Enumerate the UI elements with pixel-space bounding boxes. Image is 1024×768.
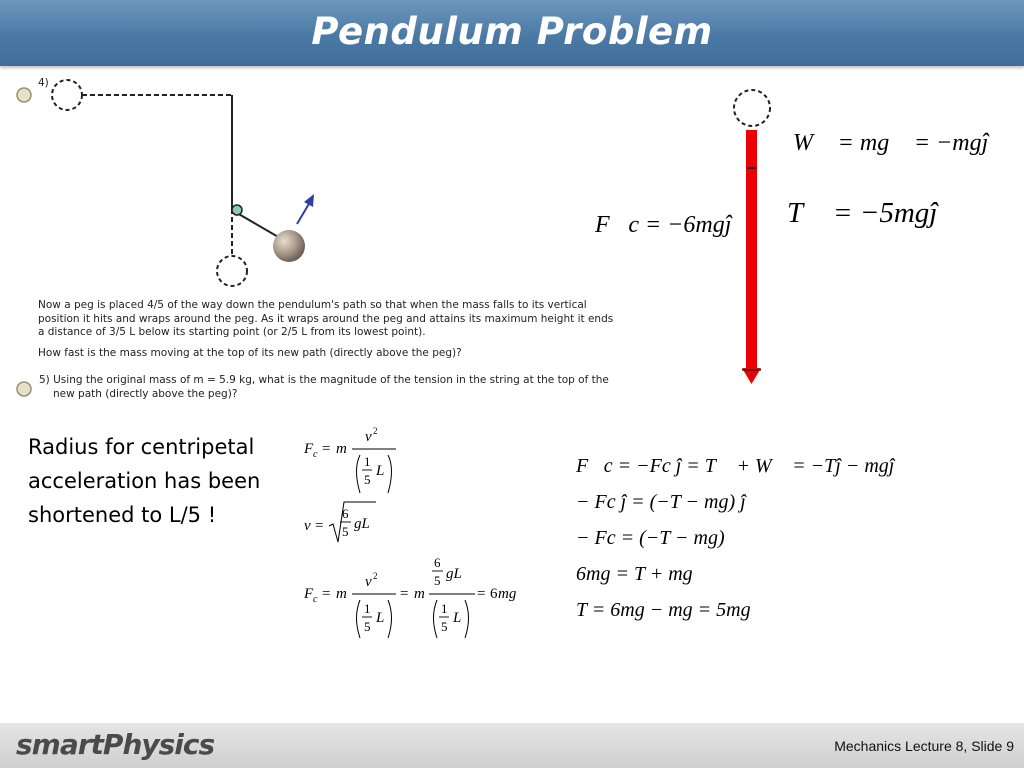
tension-arrow bbox=[746, 130, 757, 370]
slide-reference: Mechanics Lecture 8, Slide 9 bbox=[834, 738, 1014, 754]
svg-text:5: 5 bbox=[364, 619, 371, 634]
q4-line: Now a peg is placed 4/5 of the way down the pendulum's path so that when the mass falls to its vertical bbox=[38, 299, 587, 311]
svg-text:v: v bbox=[304, 518, 311, 534]
svg-text:1: 1 bbox=[441, 601, 448, 616]
svg-text:=: = bbox=[477, 586, 486, 602]
derivation-line: − Fc = (−T − mg) bbox=[576, 527, 725, 549]
svg-text:m: m bbox=[414, 586, 425, 602]
svg-text:c: c bbox=[313, 449, 318, 460]
q5-line: 5) Using the original mass of m = 5.9 kg, what is the magnitude of the tension in the string at the top of the bbox=[39, 374, 609, 386]
slide-title: Pendulum Problem bbox=[311, 10, 713, 53]
svg-text:F: F bbox=[304, 586, 314, 602]
derivation-line: F⃗c = −Fc ĵ = T⃗ + W⃗ = −Tĵ − mgĵ bbox=[576, 455, 895, 477]
q4-question: How fast is the mass moving at the top of its new path (directly above the peg)? bbox=[38, 346, 462, 359]
svg-text:=: = bbox=[315, 518, 324, 534]
string-wrapped bbox=[237, 213, 280, 238]
weight-equation: W⃗ = mg⃗ = −mgĵ bbox=[793, 130, 989, 156]
svg-text:5: 5 bbox=[342, 524, 349, 539]
question-icon bbox=[17, 88, 31, 102]
question-4-text bbox=[38, 299, 638, 360]
svg-text:6: 6 bbox=[342, 506, 349, 521]
svg-text:gL: gL bbox=[446, 566, 462, 582]
derivation-line: T = 6mg − mg = 5mg bbox=[576, 599, 751, 621]
tension-equation: T⃗ = −5mgĵ bbox=[787, 197, 938, 229]
mass-top-dashed bbox=[734, 90, 770, 126]
svg-text:5: 5 bbox=[364, 472, 371, 487]
svg-text:L: L bbox=[376, 463, 385, 479]
svg-text:1: 1 bbox=[364, 454, 371, 469]
mass-lowest-dashed bbox=[217, 256, 247, 286]
svg-text:F: F bbox=[304, 441, 314, 457]
svg-text:=: = bbox=[322, 586, 331, 602]
svg-text:2: 2 bbox=[373, 571, 378, 581]
svg-text:1: 1 bbox=[364, 601, 371, 616]
svg-text:5: 5 bbox=[441, 619, 448, 634]
svg-text:L: L bbox=[376, 610, 385, 626]
peg bbox=[232, 205, 242, 215]
svg-text:5: 5 bbox=[434, 573, 441, 588]
centripetal-force-equation: F⃗c = −6mgĵ bbox=[595, 212, 732, 238]
velocity-equation bbox=[304, 502, 376, 542]
question-5-text bbox=[39, 374, 649, 401]
title-bar bbox=[0, 0, 1024, 66]
svg-text:2: 2 bbox=[373, 426, 378, 436]
svg-text:6: 6 bbox=[434, 555, 441, 570]
radius-note-line: acceleration has been bbox=[28, 469, 261, 493]
svg-text:m: m bbox=[336, 441, 347, 457]
question-4-number: 4) bbox=[38, 77, 49, 89]
question-icon bbox=[17, 382, 31, 396]
svg-text:6: 6 bbox=[490, 586, 498, 602]
svg-text:mg: mg bbox=[498, 586, 517, 602]
fc-definition bbox=[303, 426, 396, 493]
radius-note-line: Radius for centripetal bbox=[28, 435, 255, 459]
q4-line: position it hits and wraps around the peg. As it wraps around the peg and attains its maximum height it ends bbox=[38, 312, 614, 325]
svg-text:L: L bbox=[453, 610, 462, 626]
pendulum-mass bbox=[273, 230, 305, 262]
svg-text:v: v bbox=[365, 574, 372, 590]
svg-text:c: c bbox=[313, 594, 318, 605]
centripetal-equations bbox=[300, 422, 540, 647]
svg-text:=: = bbox=[400, 586, 409, 602]
svg-text:=: = bbox=[322, 441, 331, 457]
radius-note-line: shortened to L/5 ! bbox=[28, 503, 217, 527]
svg-text:v: v bbox=[365, 429, 372, 445]
fc-substitution bbox=[303, 555, 517, 638]
svg-text:m: m bbox=[336, 586, 347, 602]
derivation-line: − Fc ĵ = (−T − mg) ĵ bbox=[576, 491, 746, 513]
q5-line: new path (directly above the peg)? bbox=[53, 387, 238, 400]
radius-note bbox=[28, 430, 298, 532]
derivation-block bbox=[576, 448, 894, 628]
mass-start-dashed bbox=[52, 80, 82, 110]
derivation-line: 6mg = T + mg bbox=[576, 563, 693, 585]
smartphysics-logo: smartPhysics bbox=[16, 728, 215, 761]
q4-line: a distance of 3/5 L below its starting point (or 2/5 L from its lowest point). bbox=[38, 326, 426, 338]
velocity-arrow bbox=[297, 202, 310, 224]
svg-text:gL: gL bbox=[354, 516, 370, 532]
